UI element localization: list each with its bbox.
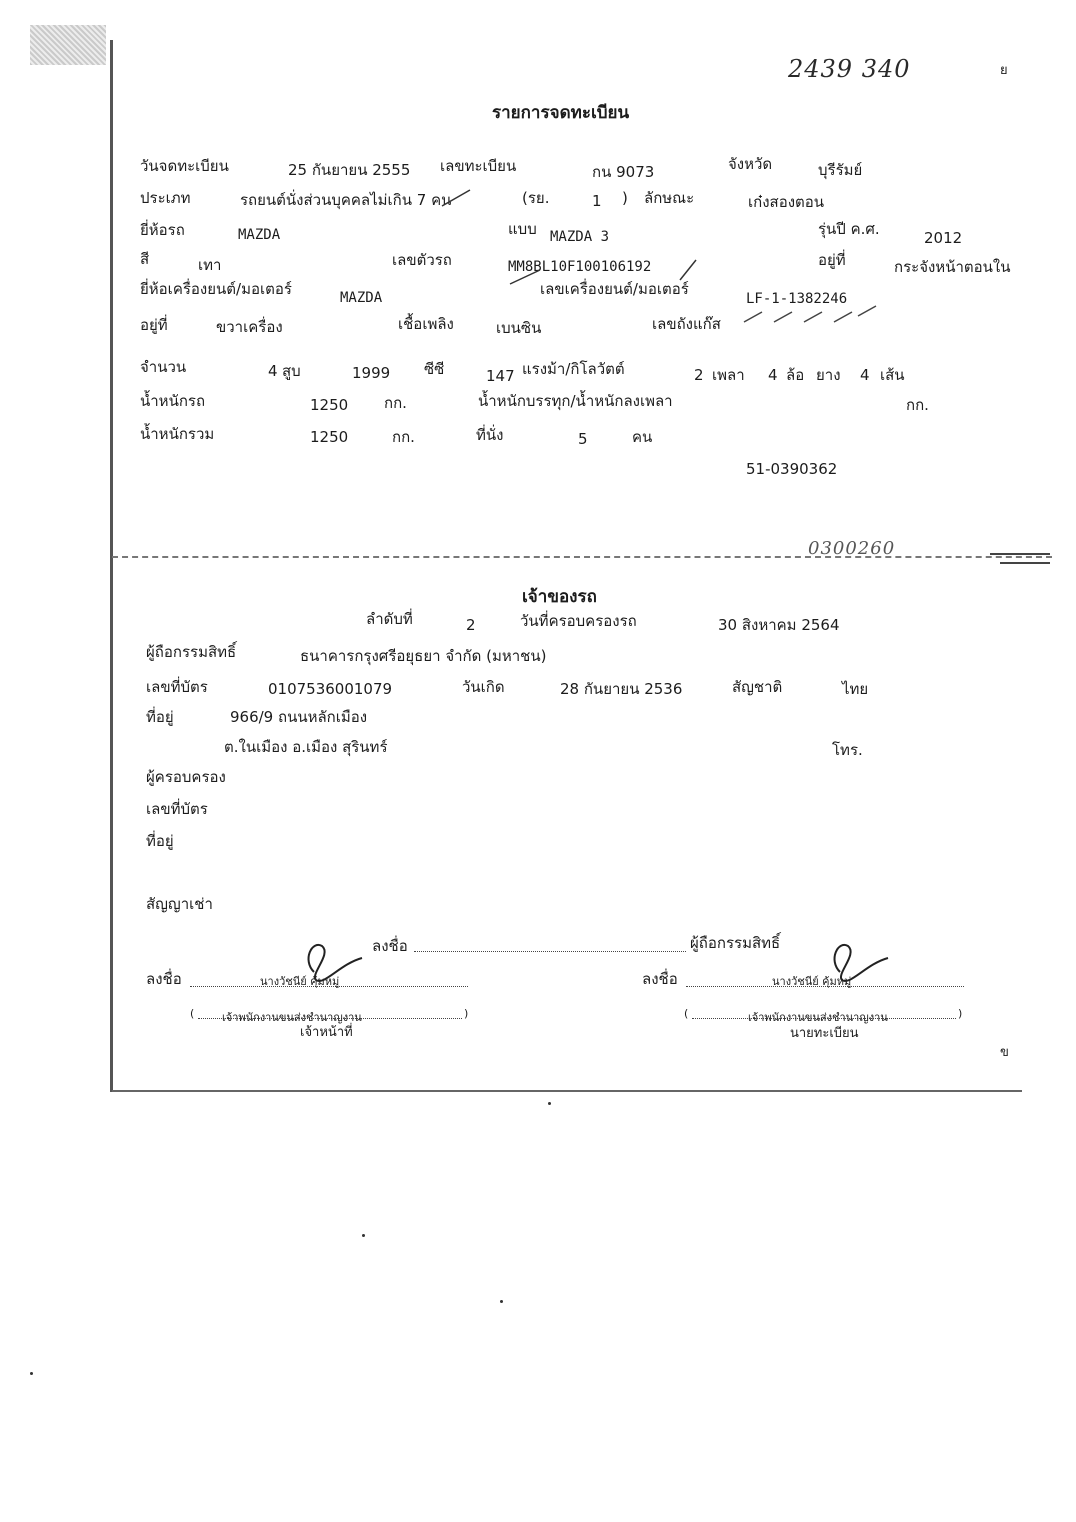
reg-date-label: วันจดทะเบียน [140, 157, 229, 175]
chassis-number: MM8BL10F100106192 [508, 259, 652, 275]
left-signer-name: นางวัชนีย์ คุ้มหมู่ [260, 975, 340, 988]
nationality: ไทย [842, 680, 869, 698]
horsepower: 147 [486, 367, 515, 385]
possessor-address-label: ที่อยู่ [146, 832, 174, 850]
scan-artifact [30, 25, 106, 65]
strike-mark [440, 186, 490, 210]
type-code: 1 [592, 192, 602, 210]
signature-registrar-drawing [826, 930, 896, 990]
section-divider [112, 556, 1052, 558]
id-label: เลขที่บัตร [146, 678, 208, 696]
signature-holder-drawing [300, 930, 370, 990]
seats-label: ที่นั่ง [476, 426, 504, 444]
model-year-label: รุ่นปี ค.ศ. [818, 220, 880, 238]
weight-unit: กก. [384, 394, 407, 412]
gross-weight-label: น้ำหนักรวม [140, 425, 215, 443]
wheels-label: ล้อ [786, 366, 805, 384]
tires-unit: เส้น [880, 366, 905, 384]
engine-brand-label: ยี่ห้อเครื่องยนต์/มอเตอร์ [140, 280, 292, 298]
page-mark-top: ย [1000, 63, 1008, 78]
chassis-label: เลขตัวรถ [392, 251, 452, 269]
stamp-fragment: 0300260 [808, 538, 896, 559]
hp-label: แรงม้า/กิโลวัตต์ [522, 360, 625, 378]
load-label: น้ำหนักบรรทุก/น้ำหนักลงเพลา [478, 392, 673, 410]
order-label: ลำดับที่ [366, 610, 413, 628]
right-signer-role: นายทะเบียน [790, 1026, 859, 1041]
divider-mark-2 [1000, 562, 1050, 564]
possession-date: 30 สิงหาคม 2564 [718, 616, 840, 634]
model-year: 2012 [924, 229, 963, 247]
holder-sign-role: ผู้ถือกรรมสิทธิ์ [690, 934, 781, 952]
engine-number: LF-1-1382246 [746, 291, 848, 307]
cylinder-label: สูบ [282, 362, 301, 380]
reg-no: กน 9073 [592, 163, 655, 181]
right-paren-open: ( [684, 1007, 689, 1020]
seats-unit: คน [632, 428, 653, 446]
lease-label: สัญญาเช่า [146, 895, 213, 913]
dash-marks [740, 300, 880, 330]
possessor-label: ผู้ครอบครอง [146, 768, 226, 786]
wheels: 4 [768, 366, 778, 384]
type-label: ประเภท [140, 189, 191, 207]
model: MAZDA 3 [550, 229, 610, 245]
tires-label: ยาง [816, 366, 841, 384]
engine-no-label: เลขเครื่องยนต์/มอเตอร์ [540, 280, 689, 298]
vehicle-type: รถยนต์นั่งส่วนบุคคลไม่เกิน 7 คน [240, 191, 452, 209]
left-signer-role: เจ้าหน้าที่ [300, 1025, 353, 1040]
reference-number: 51-0390362 [746, 460, 838, 478]
reg-no-label: เลขทะเบียน [440, 157, 517, 175]
cc-label: ซีซี [424, 360, 445, 378]
style-label: ลักษณะ [644, 189, 695, 207]
fuel-label: เชื้อเพลิง [398, 315, 454, 333]
gas-tank-label: เลขถังแก๊ส [652, 315, 721, 333]
engine-loc-label: อยู่ที่ [140, 316, 168, 334]
left-paren-open: ( [190, 1007, 195, 1020]
cylinders: 4 [268, 362, 278, 380]
owner-title: เจ้าของรถ [522, 587, 597, 607]
left-paren-close: ) [464, 1007, 469, 1020]
scan-speck [30, 1372, 33, 1375]
vehicle-weight: 1250 [310, 396, 349, 414]
possession-date-label: วันที่ครอบครองรถ [520, 612, 637, 630]
handwritten-number: 2439 340 [788, 55, 911, 83]
right-sign-label: ลงชื่อ [642, 970, 678, 988]
engine-brand: MAZDA [340, 290, 383, 306]
gross-unit: กก. [392, 428, 415, 446]
chassis-loc-label: อยู่ที่ [818, 251, 846, 269]
id-number: 0107536001079 [268, 680, 393, 698]
scan-speck [548, 1102, 551, 1105]
page-mark-bottom: ข [1000, 1045, 1009, 1060]
engine-location: ขวาเครื่อง [216, 318, 283, 336]
color: เทา [198, 256, 222, 274]
address-label: ที่อยู่ [146, 708, 174, 726]
chassis-location: กระจังหน้าตอนใน [894, 258, 1011, 276]
frame-left-border [110, 40, 113, 1092]
divider-mark [990, 553, 1050, 555]
province-label: จังหวัด [728, 155, 773, 173]
fuel-type: เบนซิน [496, 319, 542, 337]
registration-title: รายการจดทะเบียน [492, 103, 630, 123]
province: บุรีรัมย์ [818, 161, 863, 179]
tires: 4 [860, 366, 870, 384]
check-marks [500, 250, 700, 300]
holder-sign-label: ลงชื่อ [372, 937, 408, 955]
birth-date: 28 กันยายน 2536 [560, 680, 683, 698]
left-sign-label: ลงชื่อ [146, 970, 182, 988]
vehicle-style: เก๋งสองตอน [748, 193, 825, 211]
holder-label: ผู้ถือกรรมสิทธิ์ [146, 643, 237, 661]
owner-order: 2 [466, 616, 476, 634]
color-label: สี [140, 250, 150, 268]
model-label: แบบ [508, 220, 537, 238]
nationality-label: สัญชาติ [732, 678, 783, 696]
phone-label: โทร. [832, 741, 863, 759]
gross-weight: 1250 [310, 428, 349, 446]
left-signer-position: เจ้าพนักงานขนส่งชำนาญงาน [222, 1011, 362, 1024]
axles: 2 [694, 366, 704, 384]
weight-label: น้ำหนักรถ [140, 392, 206, 410]
right-signer-name: นางวัชนีย์ คุ้มหมู่ [772, 975, 852, 988]
address-line-1: 966/9 ถนนหลักเมือง [230, 708, 368, 726]
holder-sign-line [414, 951, 686, 952]
scan-speck [362, 1234, 365, 1237]
axles-label: เพลา [712, 366, 745, 384]
right-paren-close: ) [958, 1007, 963, 1020]
right-signer-position: เจ้าพนักงานขนส่งชำนาญงาน [748, 1011, 888, 1024]
brand: MAZDA [238, 227, 281, 243]
birth-label: วันเกิด [462, 678, 505, 696]
brand-label: ยี่ห้อรถ [140, 221, 185, 239]
address-line-2: ต.ในเมือง อ.เมือง สุรินทร์ [224, 738, 388, 756]
engine-cc: 1999 [352, 364, 391, 382]
type-code-open: (รย. [522, 189, 550, 207]
type-code-close: ) [622, 189, 628, 207]
scan-speck [500, 1300, 503, 1303]
load-unit: กก. [906, 396, 929, 414]
count-label: จำนวน [140, 358, 187, 376]
holder-name: ธนาคารกรุงศรีอยุธยา จำกัด (มหาชน) [300, 647, 547, 665]
possessor-id-label: เลขที่บัตร [146, 800, 208, 818]
reg-date: 25 กันยายน 2555 [288, 161, 411, 179]
seats: 5 [578, 430, 588, 448]
frame-bottom-border [112, 1090, 1022, 1092]
